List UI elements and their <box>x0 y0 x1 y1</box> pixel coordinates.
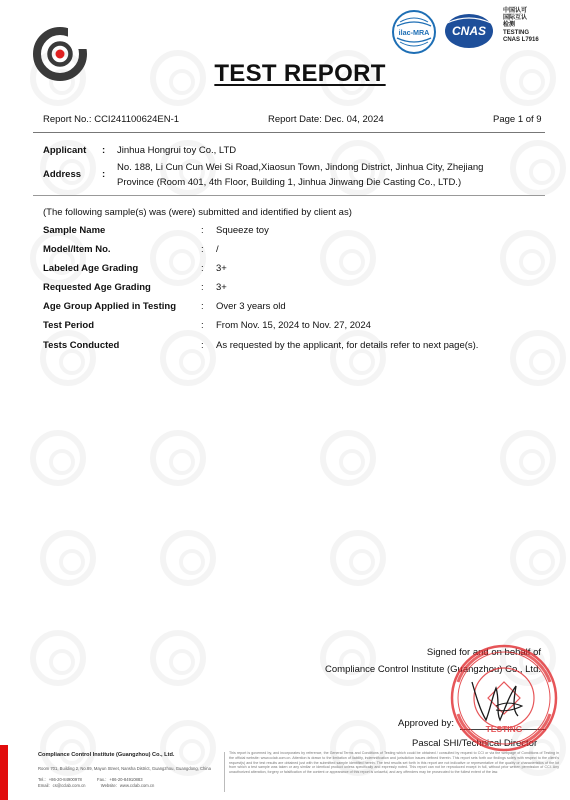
page-number: Page 1 of 9 <box>493 114 542 125</box>
separator: : <box>201 244 204 255</box>
footer-company: Compliance Control Institute (Guangzhou) Co., Ltd. <box>38 752 175 758</box>
address-value <box>117 161 537 190</box>
watermark-mark <box>40 530 96 586</box>
phone-value: +86-20-84900978 <box>48 777 82 782</box>
watermark-mark <box>320 230 376 286</box>
email-link[interactable]: cs@cclab.com.cn <box>52 783 86 788</box>
watermark-mark <box>320 630 376 686</box>
stamp-text: TESTING <box>485 724 523 734</box>
watermark-mark <box>330 530 386 586</box>
watermark-mark <box>500 50 556 106</box>
separator: : <box>201 282 204 293</box>
cnas-logo-icon <box>443 11 495 51</box>
institute-name: Compliance Control Institute (Guangzhou) Co., Ltd. <box>325 664 541 675</box>
cnas-cn-line2: 国际互认 <box>503 15 528 22</box>
tests-conducted-label: Tests Conducted <box>43 340 120 351</box>
cnas-cn-line1: 中国认可 <box>503 8 528 14</box>
website-group <box>101 783 155 788</box>
sample-intro: (The following sample(s) was (were) submitted and identified by client as) <box>43 207 352 218</box>
cnas-accreditation-text <box>503 8 565 44</box>
watermark-mark <box>160 330 216 386</box>
cnas-cn-line3: 检测 <box>503 22 516 29</box>
footer-accent-bar <box>0 745 8 800</box>
labeled-age-grading-value: 3+ <box>216 263 227 274</box>
labeled-age-grading-label: Labeled Age Grading <box>43 263 139 274</box>
page-title: TEST REPORT <box>214 60 386 87</box>
fax-group <box>97 777 143 782</box>
signed-for-text: Signed for and on behalf of <box>426 647 541 658</box>
website-label: Website: <box>100 783 117 788</box>
cnas-text: CNAS <box>451 24 487 38</box>
test-period-label: Test Period <box>43 320 95 331</box>
watermark-mark <box>500 430 556 486</box>
fax-value: +86-20-84910883 <box>109 777 143 782</box>
watermark-mark <box>150 230 206 286</box>
phone-label: Tel.: <box>38 777 46 782</box>
address-line-2: Province (Room 401, 4th Floor, Building 1, Jinhua Jinwang Die Casting Co., LTD.) <box>117 176 462 188</box>
age-group-value: Over 3 years old <box>216 301 286 312</box>
watermark-mark <box>30 230 86 286</box>
sample-name-label: Sample Name <box>43 225 106 236</box>
email-label: Email: <box>38 783 50 788</box>
testing-label: TESTING <box>503 29 530 36</box>
footer-phone-row <box>38 777 143 782</box>
applicant-value: Jinhua Hongrui toy Co., LTD <box>117 145 237 156</box>
watermark-mark <box>30 430 86 486</box>
separator: : <box>201 320 204 331</box>
approved-by-label: Approved by: <box>398 718 454 729</box>
separator: : <box>201 301 204 312</box>
sample-name-value: Squeeze toy <box>216 225 269 236</box>
tests-conducted-value: As requested by the applicant, for details refer to next page(s). <box>216 340 479 351</box>
watermark-mark <box>320 430 376 486</box>
watermark-mark <box>40 330 96 386</box>
watermark-mark <box>500 230 556 286</box>
watermark-mark <box>510 530 566 586</box>
footer-address: Room 701, Building 2, No.89, Mayun Street, Nansha District, Guangzhou, Guangdong, China <box>38 766 211 771</box>
watermark-mark <box>330 330 386 386</box>
handwritten-signature-icon <box>466 676 536 728</box>
applicant-label: Applicant <box>43 145 87 156</box>
fax-label: Fax.: <box>97 777 107 782</box>
watermark-mark <box>150 630 206 686</box>
separator: : <box>102 145 106 156</box>
watermark-mark <box>150 430 206 486</box>
watermark-mark <box>30 630 86 686</box>
age-group-label: Age Group Applied in Testing <box>43 301 176 312</box>
ilac-mra-logo-icon <box>391 9 437 55</box>
separator: : <box>201 340 204 351</box>
requested-age-grading-label: Requested Age Grading <box>43 282 151 293</box>
test-period-value: From Nov. 15, 2024 to Nov. 27, 2024 <box>216 320 371 331</box>
model-item-label: Model/Item No. <box>43 244 111 255</box>
separator: : <box>201 263 204 274</box>
signer-name: Pascal SHI/Technical Director <box>412 738 538 749</box>
requested-age-grading-value: 3+ <box>216 282 227 293</box>
report-date: Report Date: Dec. 04, 2024 <box>268 114 384 125</box>
divider <box>33 195 545 196</box>
website-link[interactable]: www.cclab.com.cn <box>119 783 155 788</box>
watermark-mark <box>160 530 216 586</box>
address-label: Address <box>43 169 82 180</box>
footer-legal-text: This report is governed by, and incorporates by reference, the General Terms and Conditions of Testing which could be obtained / consulted by request to CCI or via the webpage of Conditions of Testing in the official website: www.cclab.com.cn. Attention is drawn to the limitation of liability, indemnification and jurisdiction issues defined therein. This report sets forth our findings solely with respect to the client's request(s) and the test results are obtained just with the submitted sample identified herein. The test results set forth in this report are not indicative or representative of the quality or characteristics of the lot from which a test sample was taken or any similar or identical product unless specifically and expressly noted. This report can not be reproduced except in full, without prior written permission of CCI. Any unauthorized alteration, forgery or falsification of the content or appearance of this report is unlawful, and any offenders may be prosecuted to the fullest extent of the law. <box>229 751 559 775</box>
separator: : <box>201 225 204 236</box>
model-item-value: / <box>216 244 219 255</box>
watermark-mark <box>510 330 566 386</box>
ilac-mra-text: ilac-MRA <box>398 28 430 37</box>
footer-contact-row <box>38 783 154 788</box>
footer-divider <box>224 752 225 792</box>
cci-target-logo-icon <box>32 26 88 82</box>
divider <box>33 132 545 133</box>
report-number: Report No.: CCI241100624EN-1 <box>43 114 180 125</box>
cnas-number: CNAS L7916 <box>503 36 539 43</box>
separator: : <box>102 169 106 180</box>
address-line-1: No. 188, Li Cun Cun Wei Si Road,Xiaosun Town, Jindong District, Jinhua City, Zhejiang <box>117 162 484 173</box>
